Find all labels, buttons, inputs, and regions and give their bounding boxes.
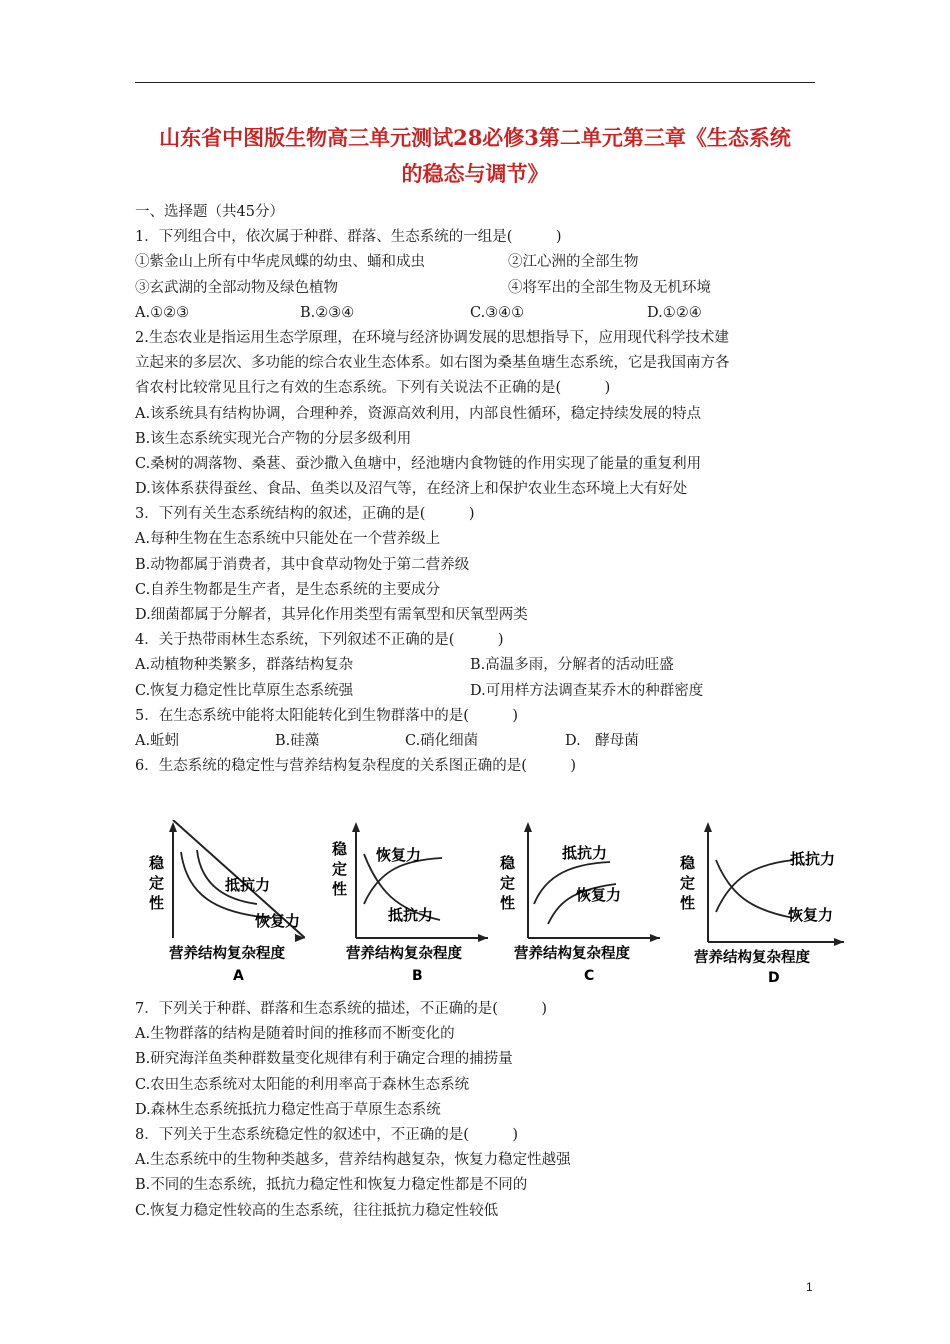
- ylabel-char-3: 性: [500, 894, 516, 912]
- q4-option-b: B.高温多雨，分解者的活动旺盛: [470, 657, 674, 674]
- q2-option-c: C.桑树的凋落物、桑葚、蚕沙撒入鱼塘中，经池塘内食物链的作用实现了能量的重复利用: [135, 455, 702, 472]
- ylabel-char-2: 定: [332, 860, 348, 878]
- q7-option-d: D.森林生态系统抵抗力稳定性高于草原生态系统: [135, 1101, 441, 1118]
- q8-option-b: B.不同的生态系统，抵抗力稳定性和恢复力稳定性都是不同的: [135, 1177, 528, 1194]
- xlabel: 营养结构复杂程度: [514, 946, 630, 962]
- q1-option-b: B.②③④: [300, 304, 355, 321]
- q3-option-c: C.自养生物都是生产者，是生态系统的主要成分: [135, 581, 441, 598]
- q4-option-d: D.可用样方法调查某乔木的种群密度: [470, 682, 704, 699]
- q5-option-d: D. 酵母菌: [565, 732, 639, 749]
- q3-option-d: D.细菌都属于分解者，其异化作用类型有需氧型和厌氧型两类: [135, 607, 528, 623]
- label-resilience: 恢复力: [255, 912, 301, 930]
- q7-stem: 7．下列关于种群、群落和生态系统的描述，不正确的是( ): [135, 1001, 548, 1017]
- q1-option-a: A.①②③: [135, 304, 190, 321]
- q7-option-c: C.农田生态系统对太阳能的利用率高于森林生态系统: [135, 1076, 470, 1093]
- q7-option-a: A.生物群落的结构是随着时间的推移而不断变化的: [135, 1026, 455, 1043]
- y-arrow: [524, 822, 532, 832]
- ylabel-char-1: 稳: [332, 840, 348, 858]
- q6-stem: 6．生态系统的稳定性与营养结构复杂程度的关系图正确的是( ): [135, 758, 577, 775]
- q1-option-d: D.①②④: [647, 304, 702, 321]
- q6-figures: [135, 820, 845, 990]
- ylabel-char-1: 稳: [149, 854, 165, 872]
- ylabel-char-2: 定: [500, 874, 516, 892]
- figure-b: [318, 820, 488, 994]
- q8-option-c: C.恢复力稳定性较高的生态系统，往往抵抗力稳定性较低: [135, 1202, 499, 1219]
- q8-option-a: A.生态系统中的生物种类越多，营养结构越复杂，恢复力稳定性越强: [135, 1152, 571, 1169]
- figure-letter-a: A: [233, 968, 244, 984]
- title-line-1: 山东省中图版生物高三单元测试28必修3第二单元第三章《生态系统: [159, 125, 791, 150]
- document-title: [120, 120, 830, 192]
- y-arrow: [704, 822, 712, 832]
- q4-option-c: C.恢复力稳定性比草原生态系统强: [135, 682, 354, 699]
- figure-c: [490, 820, 660, 994]
- label-resilience: 恢复力: [376, 846, 422, 864]
- q7-option-b: B.研究海洋鱼类种群数量变化规律有利于确定合理的捕捞量: [135, 1051, 513, 1068]
- q1-items-row1: [135, 250, 825, 275]
- graph-d: [670, 820, 845, 990]
- q3-stem: 3．下列有关生态系统结构的叙述，正确的是( ): [135, 506, 475, 523]
- q8-stem: 8．下列关于生态系统稳定性的叙述中，不正确的是( ): [135, 1126, 519, 1143]
- label-resilience: 恢复力: [788, 906, 834, 924]
- label-resistance: 抵抗力: [388, 906, 434, 924]
- questions-block-2: [135, 997, 825, 1224]
- figure-letter-c: C: [584, 968, 595, 984]
- ylabel-char-3: 性: [149, 894, 165, 912]
- q4-stem: 4．关于热带雨林生态系统，下列叙述不正确的是( ): [135, 632, 504, 649]
- graph-c: [490, 820, 660, 990]
- xlabel: 营养结构复杂程度: [169, 946, 285, 962]
- label-resistance: 抵抗力: [225, 876, 271, 894]
- q5-option-c: C.硝化细菌: [405, 732, 479, 749]
- ylabel-char-3: 性: [332, 880, 348, 898]
- xlabel: 营养结构复杂程度: [694, 950, 810, 966]
- graph-b: [318, 820, 488, 990]
- ylabel-char-2: 定: [149, 874, 165, 892]
- xlabel: 营养结构复杂程度: [346, 946, 462, 962]
- ylabel-char-2: 定: [680, 874, 696, 892]
- q1-items-row2: [135, 276, 825, 301]
- y-arrow: [352, 822, 360, 832]
- q4-option-a: A.动植物种类繁多，群落结构复杂: [135, 657, 354, 674]
- q1-item-4: ④将军出的全部生物及无机环境: [508, 279, 711, 296]
- ylabel-char-1: 稳: [500, 854, 516, 872]
- q1-item-1: ①紫金山上所有中华虎凤蝶的幼虫、蛹和成虫: [135, 254, 425, 271]
- q3-option-b: B.动物都属于消费者，其中食草动物处于第二营养级: [135, 556, 470, 573]
- header-rule: [135, 82, 815, 83]
- x-arrow: [834, 938, 844, 946]
- q2-stem-1: 2.生态农业是指运用生态学原理，在环境与经济协调发展的思想指导下，应用现代科学技术建: [135, 329, 729, 346]
- figure-d: [670, 820, 845, 994]
- q5-options: [135, 729, 825, 754]
- x-arrow: [295, 934, 305, 942]
- q5-option-a: A.蚯蚓: [135, 732, 180, 749]
- q2-stem-2: 立起来的多层次、多功能的综合农业生态体系。如右图为桑基鱼塘生态系统，它是我国南方各: [135, 355, 730, 372]
- questions-block-1: [135, 200, 825, 779]
- label-resilience: 恢复力: [576, 886, 622, 904]
- page-number: 1: [806, 1280, 813, 1294]
- q4-options-row2: [135, 679, 825, 704]
- q4-options-row1: [135, 653, 825, 678]
- label-resistance: 抵抗力: [790, 850, 836, 868]
- figure-a: [135, 820, 305, 994]
- title-line-2: 的稳态与调节》: [401, 161, 549, 186]
- q2-option-b: B.该生态系统实现光合产物的分层多级利用: [135, 430, 412, 447]
- label-resistance: 抵抗力: [562, 844, 608, 862]
- q1-option-c: C.③④①: [470, 304, 525, 321]
- x-arrow: [478, 934, 488, 942]
- section-heading: 一、选择题（共45分）: [135, 204, 284, 220]
- q5-stem: 5．在生态系统中能将太阳能转化到生物群落中的是( ): [135, 707, 519, 724]
- ylabel-char-3: 性: [680, 894, 696, 912]
- q1-item-2: ②江心洲的全部生物: [508, 254, 639, 271]
- curve-resilience: [364, 858, 442, 904]
- q3-option-a: A.每种生物在生态系统中只能处在一个营养级上: [135, 531, 441, 548]
- q5-option-b: B.硅藻: [275, 732, 320, 749]
- figure-letter-b: B: [412, 968, 423, 984]
- x-arrow: [650, 934, 660, 942]
- q1-options: [135, 301, 825, 326]
- graph-a: [135, 820, 305, 990]
- figure-letter-d: D: [768, 970, 780, 986]
- q1-item-3: ③玄武湖的全部动物及绿色植物: [135, 279, 338, 296]
- q2-option-d: D.该体系获得蚕丝、食品、鱼类以及沼气等，在经济上和保护农业生态环境上大有好处: [135, 481, 688, 498]
- q2-stem-3: 省农村比较常见且行之有效的生态系统。下列有关说法不正确的是( ): [135, 380, 611, 397]
- q2-option-a: A.该系统具有结构协调，合理种养，资源高效利用，内部良性循环，稳定持续发展的特点: [135, 405, 702, 422]
- curve-resistance: [716, 860, 794, 912]
- q1-stem: 1．下列组合中，依次属于种群、群落、生态系统的一组是( ): [135, 229, 562, 246]
- ylabel-char-1: 稳: [680, 854, 696, 872]
